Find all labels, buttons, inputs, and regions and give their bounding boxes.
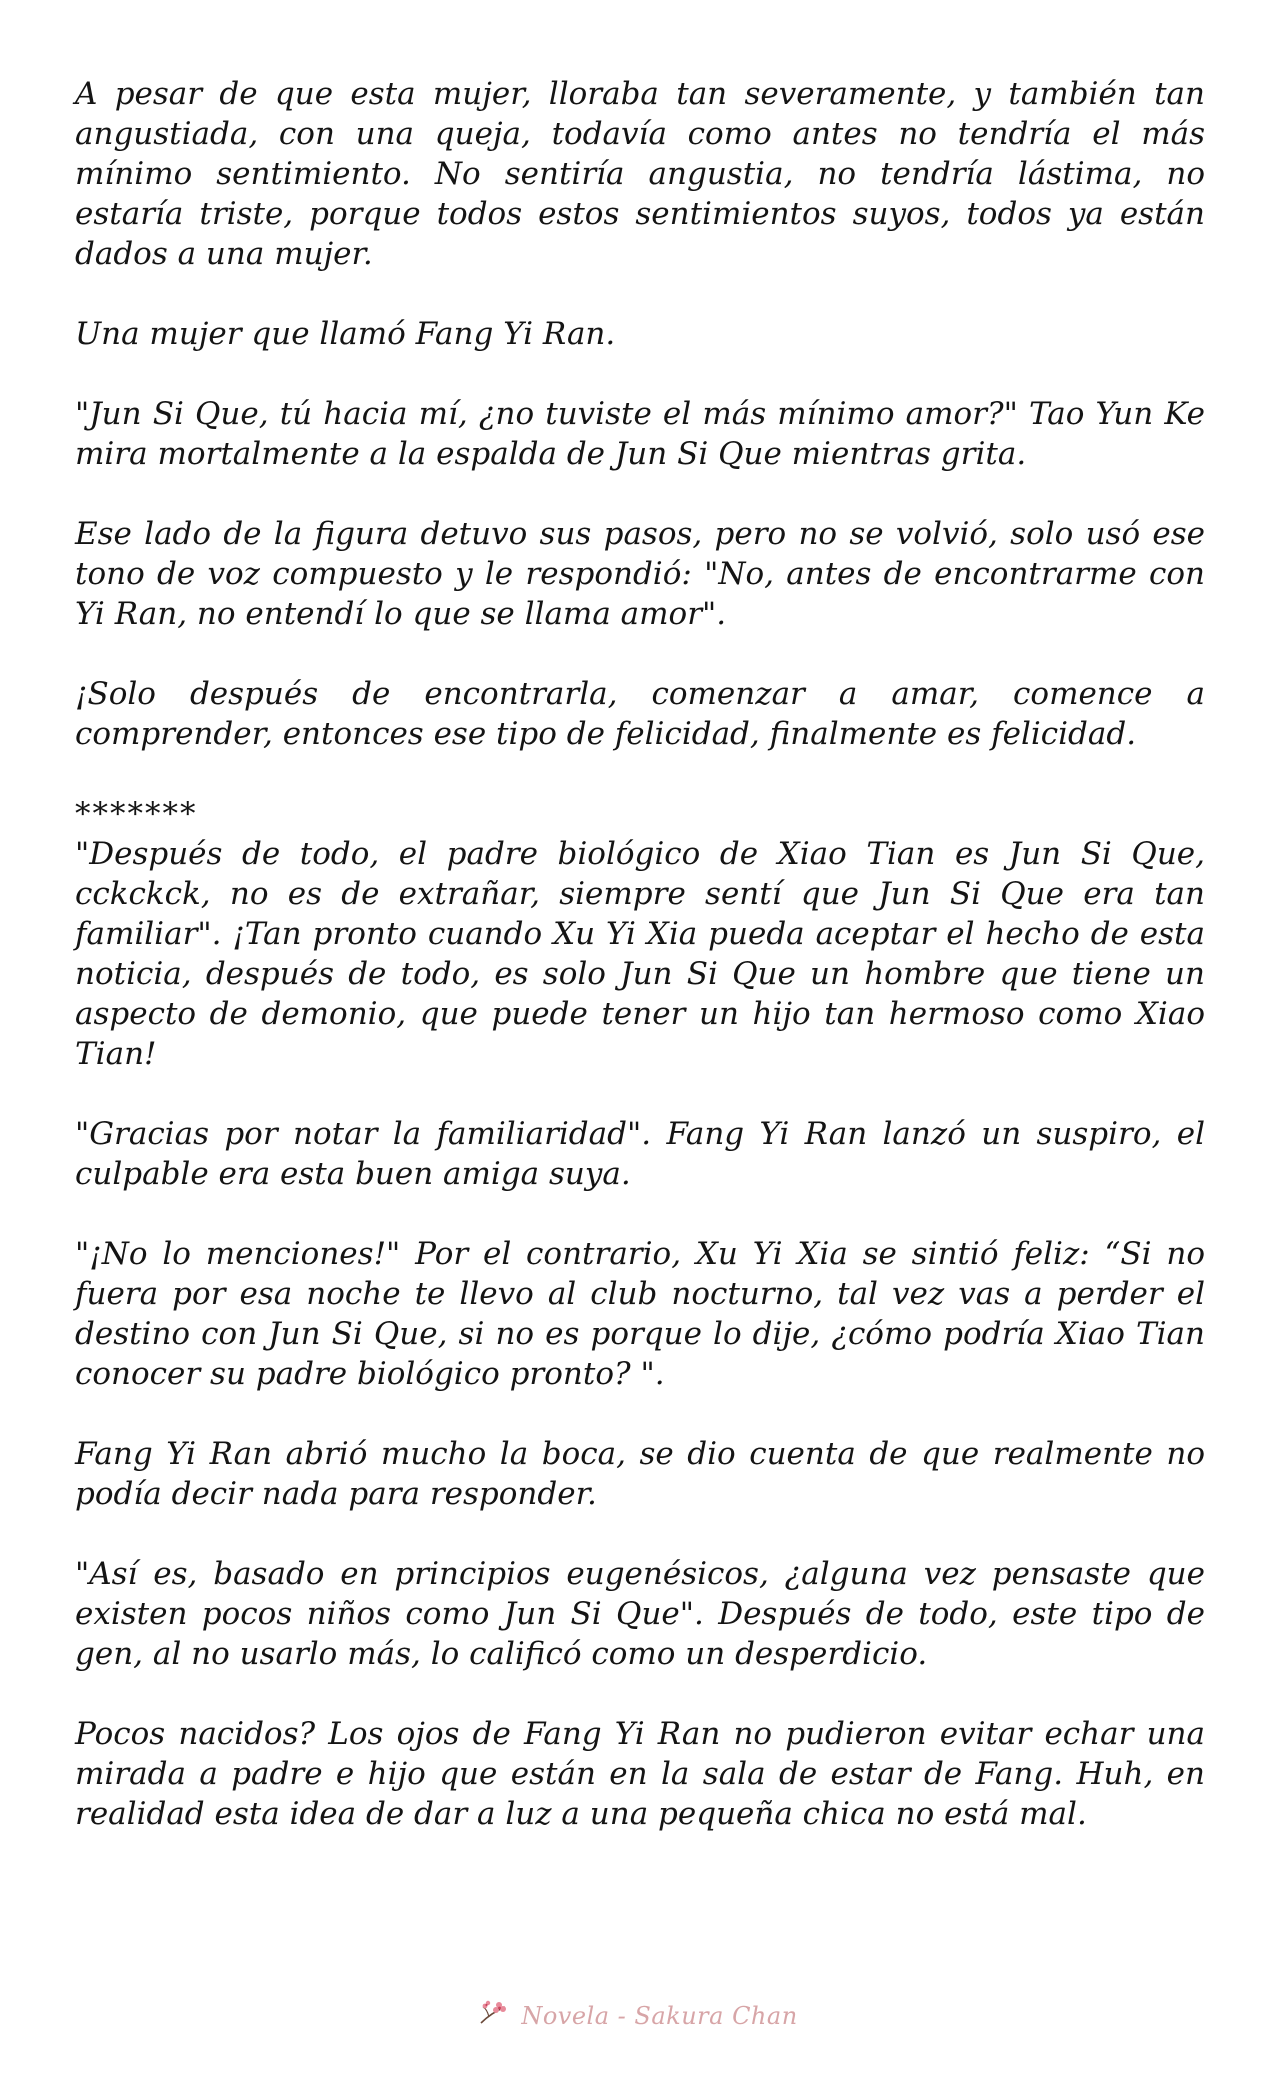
paragraph-8: "¡No lo menciones!" Por el contrario, Xu Yi Xia se sintió feliz: “Si no fuera por esa noche te llevo al club nocturno, tal vez vas a perder el destino con Jun Si Que, si no es porque lo dije, ¿cómo podría Xiao Tian conocer su padre biológico pronto? ". [75, 1236, 1205, 1392]
paragraph-9: Fang Yi Ran abrió mucho la boca, se dio cuenta de que realmente no podía decir nada para responder. [75, 1436, 1205, 1512]
paragraph-10: "Así es, basado en principios eugenésicos, ¿alguna vez pensaste que existen pocos niños como Jun Si Que". Después de todo, este tipo de gen, al no usarlo más, lo calificó como un desperdicio. [75, 1556, 1205, 1672]
watermark-text: Novela - Sakura Chan [521, 2002, 798, 2030]
paragraph-1: A pesar de que esta mujer, lloraba tan severamente, y también tan angustiada, con una queja, todavía como antes no tendría el más mínimo sentimiento. No sentiría angustia, no tendría lástima, no estaría triste, porque todos estos sentimientos suyos, todos ya están dados a una mujer. [75, 76, 1205, 272]
section-separator: ******* [75, 796, 198, 832]
document-body [75, 74, 1205, 1874]
cherry-blossom-icon [477, 1999, 511, 2034]
paragraph-3: "Jun Si Que, tú hacia mí, ¿no tuviste el más mínimo amor?" Tao Yun Ke mira mortalmente a la espalda de Jun Si Que mientras grita. [75, 396, 1205, 472]
paragraph-5: ¡Solo después de encontrarla, comenzar a amar, comence a comprender, entonces ese tipo de felicidad, finalmente es felicidad. [75, 676, 1205, 752]
paragraph-4: Ese lado de la figura detuvo sus pasos, pero no se volvió, solo usó ese tono de voz compuesto y le respondió: "No, antes de encontrarme con Yi Ran, no entendí lo que se llama amor". [75, 516, 1205, 632]
paragraph-11: Pocos nacidos? Los ojos de Fang Yi Ran no pudieron evitar echar una mirada a padre e hijo que están en la sala de estar de Fang. Huh, en realidad esta idea de dar a luz a una pequeña chica no está mal. [75, 1716, 1205, 1832]
watermark [477, 1999, 797, 2034]
paragraph-2: Una mujer que llamó Fang Yi Ran. [75, 316, 616, 352]
paragraph-7: "Gracias por notar la familiaridad". Fang Yi Ran lanzó un suspiro, el culpable era esta buen amiga suya. [75, 1116, 1205, 1192]
footer-watermark [0, 1996, 1275, 2036]
paragraph-6: "Después de todo, el padre biológico de Xiao Tian es Jun Si Que, cckckck, no es de extrañar, siempre sentí que Jun Si Que era tan familiar". ¡Tan pronto cuando Xu Yi Xia pueda aceptar el hecho de esta noticia, después de todo, es solo Jun Si Que un hombre que tiene un aspecto de demonio, que puede tener un hijo tan hermoso como Xiao Tian! [75, 836, 1205, 1072]
